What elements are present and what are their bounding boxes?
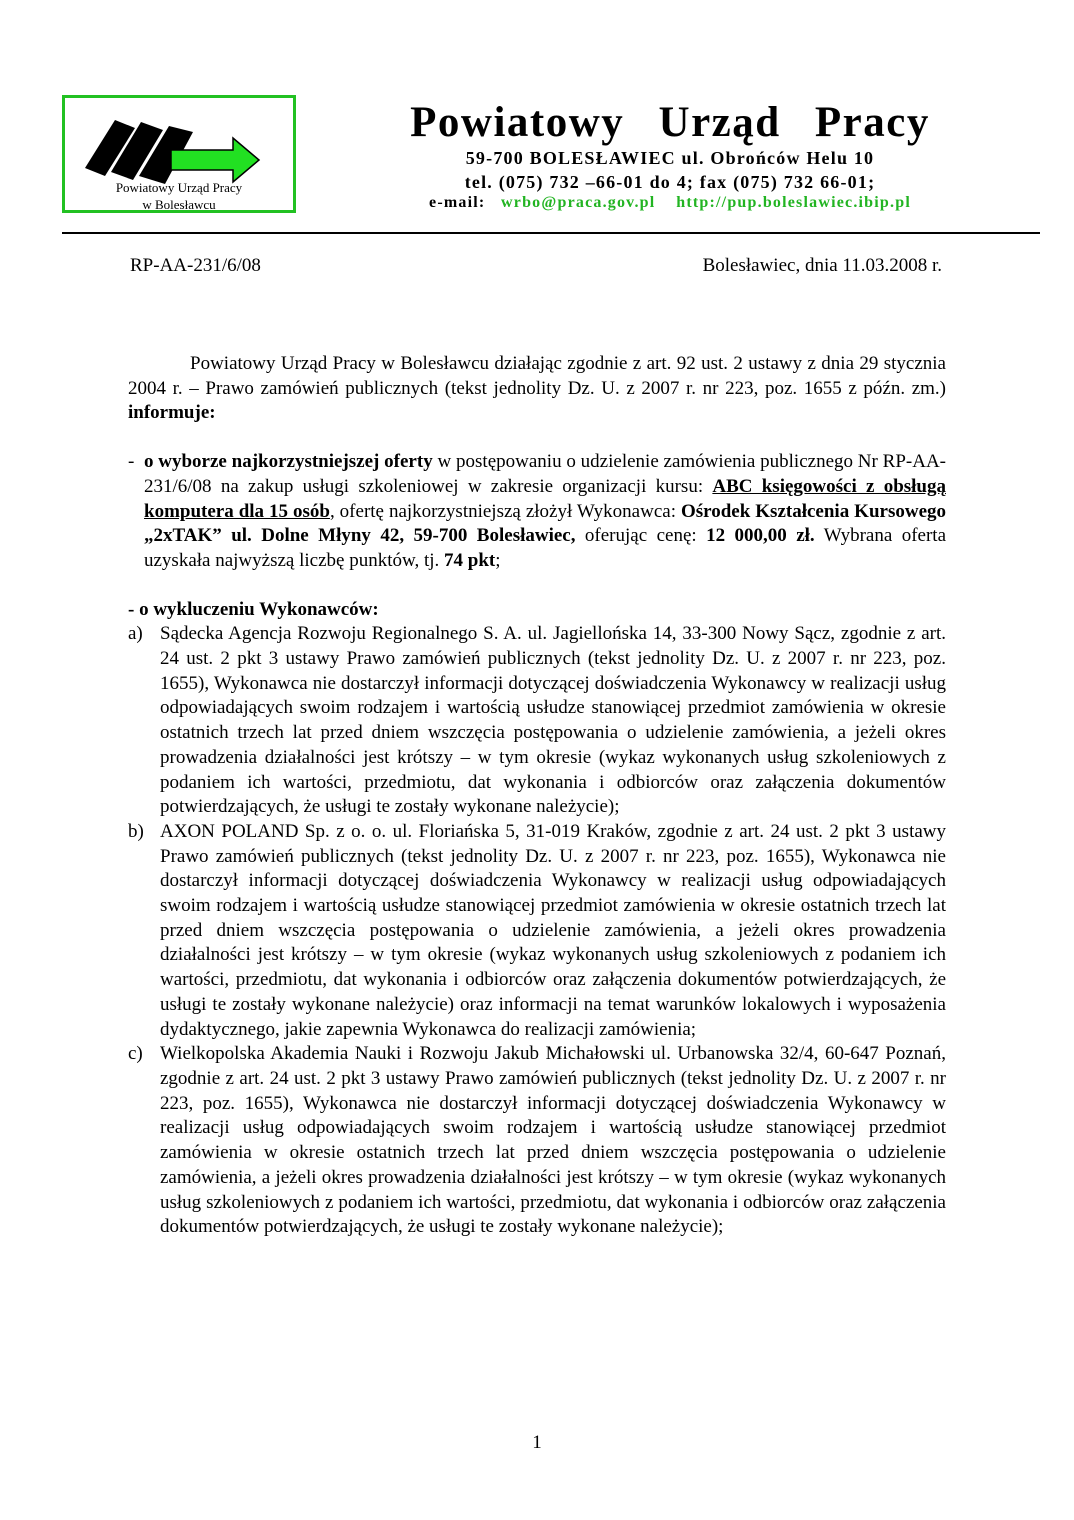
exclusion-item — [128, 1042, 946, 1240]
document-date: Bolesławiec, dnia 11.03.2008 r. — [702, 255, 942, 276]
exclusion-item — [128, 820, 946, 1042]
offer-text-4: Wybrana oferta uzyskała najwyższą liczbę punktów, tj. — [144, 525, 946, 571]
intro-text: Powiatowy Urząd Pracy w Bolesławcu działając zgodnie z art. 92 ust. 2 ustawy z dnia 29 stycznia 2004 r. – Prawo zamówień publicznych (tekst jednolity Dz. U. z 2007 r. nr 223, poz. 1655 z późn. zm.) — [128, 353, 946, 399]
email-label: e-mail: — [429, 194, 486, 211]
website-link[interactable]: http://pup.boleslawiec.ibip.pl — [676, 194, 911, 211]
logo-text-line-2: w Bolesławcu — [142, 197, 216, 212]
exclusion-text: Sądecka Agencja Rozwoju Regionalnego S. A. ul. Jagiellońska 14, 33-300 Nowy Sącz, zgodnie z art. 24 ust. 2 pkt 3 ustawy Prawo zamówień publicznych (tekst jednolity Dz. U. z 2007 r. nr 223, poz. 1655), Wykonawca nie dostarczył informacji dotyczącej doświadczenia Wykonawcy w realizacji usług odpowiadających swoim rodzajem i wartością usłudze stanowiącej przedmiot zamówienia w okresie ostatnich trzech lat przed dniem wszczęcia postępowania o udzielenie zamówienia, a jeżeli okres prowadzenia działalności jest krótszy – w tym okresie (wykaz wykonanych usług szkoleniowych z podaniem ich wartości, przedmiotu, dat wykonania i odbiorców oraz załączenia dokumentów potwierdzających, że usługi te zostały wykonane należycie); — [160, 623, 946, 818]
document-reference: RP-AA-231/6/08 — [130, 255, 261, 276]
offer-text-5: ; — [495, 549, 501, 571]
office-address: 59-700 BOLESŁAWIEC ul. Obrońców Helu 10 — [465, 148, 875, 168]
page-number: 1 — [532, 1432, 542, 1453]
offer-price: 12 000,00 zł. — [706, 525, 815, 547]
exclusions-list — [128, 622, 946, 1240]
office-title: Powiatowy Urząd Pracy — [410, 99, 930, 146]
office-phone: tel. (075) 732 –66-01 do 4; fax (075) 732 66-01; — [464, 172, 876, 192]
exclusion-item — [128, 622, 946, 820]
logo — [62, 95, 296, 213]
offer-heading: o wyborze najkorzystniejszej oferty — [143, 451, 433, 473]
office-contacts — [300, 194, 1040, 212]
exclusion-marker: c) — [128, 1043, 143, 1065]
header-divider — [62, 232, 1040, 234]
email-link[interactable]: wrbo@praca.gov.pl — [501, 194, 656, 211]
exclusions-heading: - o wykluczeniu Wykonawców: — [128, 598, 379, 620]
exclusion-marker: a) — [128, 623, 143, 645]
exclusion-text: AXON POLAND Sp. z o. o. ul. Floriańska 5, 31-019 Kraków, zgodnie z art. 24 ust. 2 pkt 3 ustawy Prawo zamówień publicznych (tekst jednolity Dz. U. z 2007 r. nr 223, poz. 1655), Wykonawca nie dostarczył informacji dotyczącej doświadczenia Wykonawcy w realizacji usług odpowiadających swoim rodzajem i wartością usłudze stanowiącej przedmiot zamówienia w okresie ostatnich trzech lat przed dniem wszczęcia postępowania o udzielenie zamówienia, a jeżeli okres prowadzenia działalności jest krótszy – w tym okresie (wykaz wykonanych usług szkoleniowych z podaniem ich wartości, przedmiotu, dat wykonania i odbiorców oraz załączenia dokumentów potwierdzających, że usługi te zostały wykonane należycie) oraz informacji na temat warunków lokalowych i wyposażenia dydaktycznego, jakie zapewnia Wykonawca do realizacji zamówienia; — [160, 820, 946, 1040]
course-name: ABC księgowości z obsługą komputera dla 15 osób — [144, 475, 946, 522]
offer-text-1: w postępowaniu o udzielenie zamówienia publicznego Nr RP-AA-231/6/08 na zakup usługi szkoleniowej w zakresie organizacji kursu: — [144, 451, 946, 497]
exclusion-marker: b) — [128, 820, 144, 842]
offer-selection-paragraph — [128, 450, 946, 574]
logo-text-line-1: Powiatowy Urząd Pracy — [115, 180, 243, 195]
offer-text-3: oferując cenę: — [584, 525, 697, 547]
offer-text-2: , ofertę najkorzystniejszą złożył Wykonawca: — [329, 500, 676, 522]
contractor-name: Ośrodek Kształcenia Kursowego „2xTAK” ul. Dolne Młyny 42, 59-700 Bolesławiec, — [144, 500, 946, 547]
intro-informs: informuje: — [128, 402, 216, 424]
intro-paragraph — [128, 352, 946, 426]
exclusion-text: Wielkopolska Akademia Nauki i Rozwoju Jakub Michałowski ul. Urbanowska 32/4, 60-647 Poznań, zgodnie z art. 24 ust. 2 pkt 3 ustawy Prawo zamówień publicznych (tekst jednolity Dz. U. z 2007 r. nr 223, poz. 1655), Wykonawca nie dostarczył informacji dotyczącej doświadczenia Wykonawcy w realizacji usług odpowiadających swoim rodzajem i wartością usłudze stanowiącej przedmiot zamówienia w okresie ostatnich trzech lat przed dniem wszczęcia postępowania o udzielenie zamówienia, a jeżeli okres prowadzenia działalności jest krótszy – w tym okresie (wykaz wykonanych usług szkoleniowych z podaniem ich wartości, przedmiotu, dat wykonania i odbiorców oraz załączenia dokumentów potwierdzających, że usługi te zostały wykonane należycie); — [160, 1043, 946, 1238]
document-body — [128, 352, 946, 1240]
offer-dash: - — [128, 451, 135, 473]
offer-points: 74 pkt — [444, 549, 496, 571]
